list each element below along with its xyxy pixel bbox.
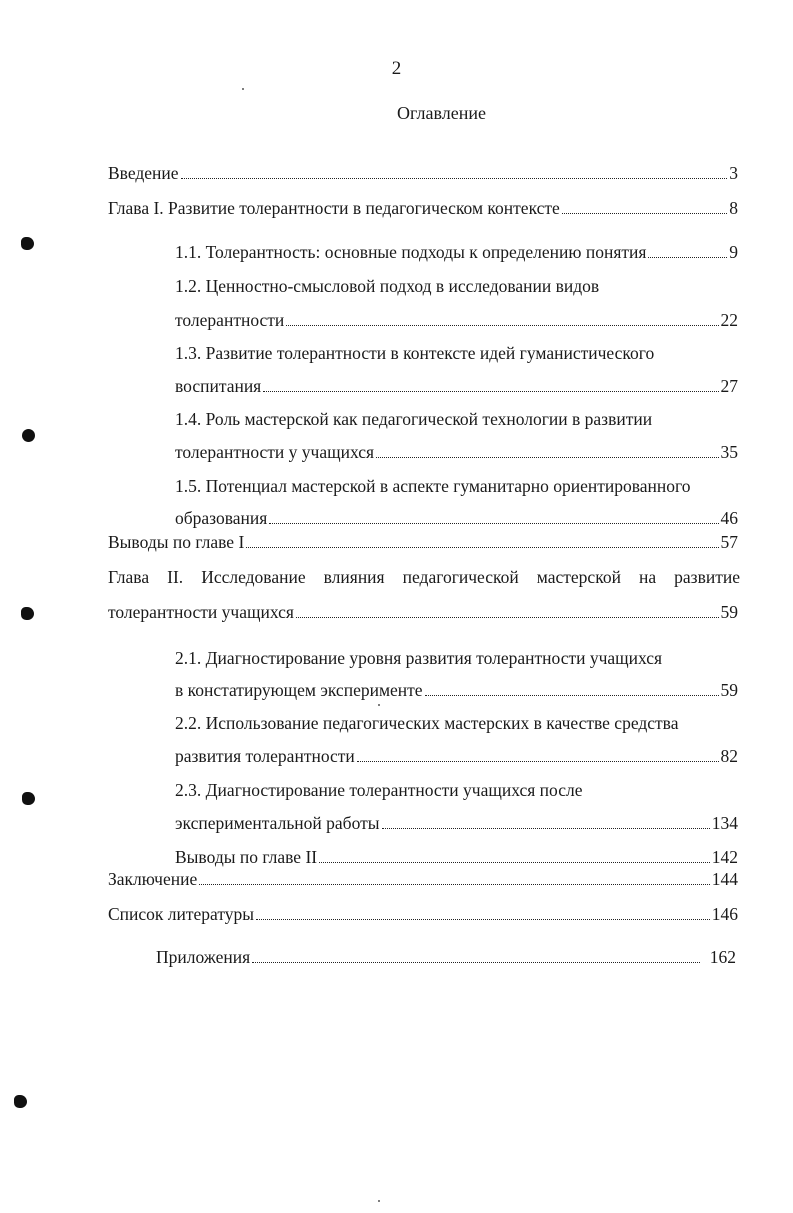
scan-speck <box>242 88 244 90</box>
toc-entry-text: толерантности у учащихся <box>175 442 375 462</box>
toc-entry-1-3 <box>175 374 738 398</box>
toc-entry-text: толерантности <box>175 310 285 330</box>
scan-speck <box>378 704 380 706</box>
toc-entry-text: Введение <box>108 163 179 183</box>
toc-entry-text: Заключение <box>108 869 198 889</box>
toc-entry-text: Выводы по главе I <box>108 532 245 552</box>
toc-entry-text: Приложения <box>156 947 251 967</box>
toc-entry-2-3-title: 2.3. Диагностирование толерантности учащихся после <box>175 780 583 800</box>
dot-leader <box>263 391 718 392</box>
chapter-2-word: на <box>638 567 657 587</box>
toc-entry-1-5-title: 1.5. Потенциал мастерской в аспекте гуманитарно ориентированного <box>175 476 691 496</box>
binder-hole-mark <box>21 237 34 250</box>
dot-leader <box>425 695 719 696</box>
binder-hole-mark <box>21 607 34 620</box>
toc-entry-text: развития толерантности <box>175 746 355 766</box>
toc-entry-page: 59 <box>720 602 738 622</box>
toc-entry-1-3-title: 1.3. Развитие толерантности в контексте идей гуманистического <box>175 343 655 363</box>
toc-entry-page: 46 <box>720 508 738 528</box>
toc-entry-conclusion <box>108 867 738 891</box>
dot-leader <box>252 962 700 963</box>
toc-entry-text: Глава I. Развитие толерантности в педагогическом контексте <box>108 198 560 218</box>
toc-entry-2-3 <box>175 811 738 835</box>
binder-hole-mark <box>22 792 35 805</box>
chapter-2-word: развитие <box>674 567 740 587</box>
toc-entry-text: воспитания <box>175 376 262 396</box>
toc-entry-page: 144 <box>711 869 738 889</box>
toc-entry-page: 22 <box>720 310 738 330</box>
toc-title: Оглавление <box>397 103 486 123</box>
toc-entry-1-1 <box>175 240 738 264</box>
binder-hole-mark <box>22 429 35 442</box>
toc-entry-1-4-title: 1.4. Роль мастерской как педагогической технологии в развитии <box>175 409 653 429</box>
toc-entry-text: экспериментальной работы <box>175 813 380 833</box>
toc-entry-page: 9 <box>729 242 738 262</box>
toc-entry-chapter-1 <box>108 196 738 220</box>
toc-entry-text: толерантности учащихся <box>108 602 294 622</box>
scan-speck <box>378 1200 380 1202</box>
dot-leader <box>296 617 719 618</box>
toc-entry-text: Список литературы <box>108 904 255 924</box>
toc-entry-1-5 <box>175 506 738 530</box>
dot-leader <box>376 457 718 458</box>
toc-entry-2-1 <box>175 678 738 702</box>
dot-leader <box>357 761 719 762</box>
toc-entry-page: 57 <box>720 532 738 552</box>
toc-entry-page: 8 <box>729 198 738 218</box>
toc-entry-page: 142 <box>711 847 738 867</box>
toc-entry-page: 59 <box>720 680 738 700</box>
toc-entry-page: 35 <box>720 442 738 462</box>
chapter-2-word: Исследование <box>201 567 306 587</box>
chapter-2-word: мастерской <box>536 567 621 587</box>
toc-entry-text: 1.1. Толерантность: основные подходы к определению понятия <box>175 242 647 262</box>
toc-entry-literature <box>108 902 738 926</box>
dot-leader <box>246 547 718 548</box>
toc-entry-conclusions-2 <box>175 845 738 869</box>
dot-leader <box>562 213 727 214</box>
toc-entry-text: Выводы по главе II <box>175 847 318 867</box>
toc-entry-text: в констатирующем эксперименте <box>175 680 423 700</box>
dot-leader <box>181 178 728 179</box>
binder-hole-mark <box>14 1095 27 1108</box>
toc-entry-chapter-2-title <box>108 565 740 589</box>
dot-leader <box>286 325 718 326</box>
dot-leader <box>256 919 710 920</box>
dot-leader <box>648 257 727 258</box>
toc-entry-page: 134 <box>711 813 738 833</box>
chapter-2-word: Глава <box>108 567 150 587</box>
toc-entry-2-2-title: 2.2. Использование педагогических мастерских в качестве средства <box>175 713 679 733</box>
toc-entry-appendix <box>156 945 736 969</box>
toc-entry-intro <box>108 161 738 185</box>
dot-leader <box>269 523 718 524</box>
toc-entry-conclusions-1 <box>108 530 738 554</box>
chapter-2-word: влияния <box>323 567 385 587</box>
toc-entry-1-2 <box>175 308 738 332</box>
dot-leader <box>382 828 710 829</box>
chapter-2-word: II. <box>167 567 184 587</box>
toc-entry-2-2 <box>175 744 738 768</box>
dot-leader <box>199 884 710 885</box>
dot-leader <box>319 862 710 863</box>
toc-entry-page: 82 <box>720 746 738 766</box>
chapter-2-word: педагогической <box>402 567 519 587</box>
page-number: 2 <box>391 58 402 79</box>
toc-entry-page: 162 <box>709 947 736 967</box>
toc-entry-page: 3 <box>729 163 738 183</box>
toc-entry-1-4 <box>175 440 738 464</box>
toc-entry-2-1-title: 2.1. Диагностирование уровня развития толерантности учащихся <box>175 648 663 668</box>
toc-entry-page: 27 <box>720 376 738 396</box>
toc-entry-page: 146 <box>711 904 738 924</box>
toc-entry-1-2-title: 1.2. Ценностно-смысловой подход в исследовании видов <box>175 276 600 296</box>
toc-entry-chapter-2 <box>108 600 738 624</box>
toc-entry-text: образования <box>175 508 268 528</box>
